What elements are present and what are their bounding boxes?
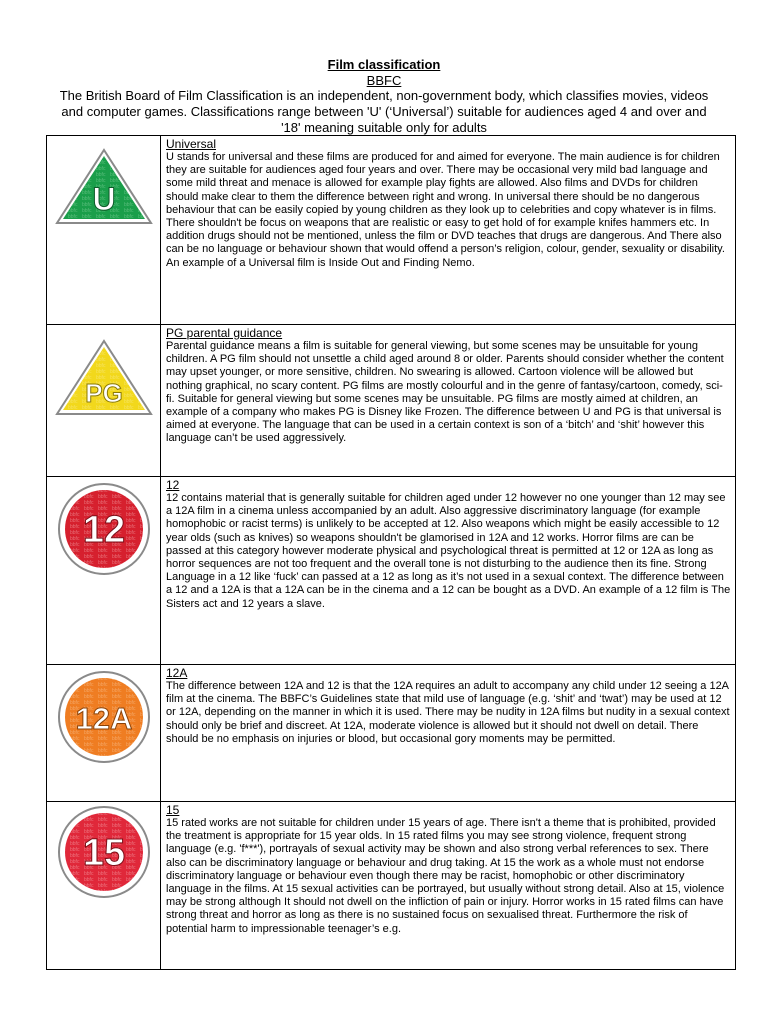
15-rating-badge-icon <box>56 804 152 900</box>
rating-description: The difference between 12A and 12 is that the 12A requires an adult to accompany any child under 12 seeing a 12A film at the cinema. The BBFC’s Guidelines state that mild use of language (e.g. ‘shit’ and ‘twat’) may be used at 12 or 12A, depending on the manner in which it is used. There may be nudity in 12A films but nudity in a sexual context should only be brief and discreet. At 12A, moderate violence is allowed but it should not dwell on detail. There should be no emphasis on injuries or blood, but occasional gory moments may be permitted. <box>166 680 730 745</box>
svg-text:12A: 12A <box>75 701 132 736</box>
rating-logo-cell <box>47 477 161 665</box>
rating-text-cell <box>161 325 736 477</box>
rating-heading: 12A <box>166 666 188 680</box>
pg-rating-badge-icon <box>54 338 154 418</box>
rating-logo-cell <box>47 325 161 477</box>
rating-heading: PG parental guidance <box>166 326 283 340</box>
rating-row-12a <box>47 665 736 802</box>
rating-description: U stands for universal and these films are produced for and aimed for everyone. The main audience is for children they are suitable for audiences aged four years and over. There may be occasional very mild bad language and some mild threat and menace is allowed for example play fights are allowed. Also films and DVDs for children should make clear to them the difference between right and wrong. In universal there should be no dangerous behaviour that can be easily copied by young children as they look up to celebrities and copy whatever is in films. There shouldn't be focus on weapons that are realistic or easy to get hold of for example knifes hammers etc. In addition drugs should not be mentioned, unless the film or DVD teaches that drugs are dangerous. And There also can be no language or behaviour shown that would offend a person’s religion, colour, gender, sexuality or disability. An example of a Universal film is Inside Out and Finding Nemo. <box>166 151 725 269</box>
rating-description: 12 contains material that is generally suitable for children aged under 12 however no one younger than 12 may see a 12A film in a cinema unless accompanied by an adult. Also aggressive discriminatory language (for example homophobic or racist terms) is unlikely to be accepted at 12. Also weapons which might be easily accessible to 12 year olds (such as knives) so weapons shouldn't be glamorised in 12A and 12 works. Horror films are can be passed at this category however moderate physical and psychological threat is permitted at 12 or 12A as long as horror sequences are not too frequent and the overall tone is not disturbing to the audience then its fine. Strong Language in a 12 like ‘fuck’ can passed at a 12 as long as it’s not used in a sexual context. The difference between a 12 and a 12A is that a 12A can be in the cinema and a 12 can be bought as a DVD. An example of a 12 film is The Sisters act and 12 years a slave. <box>166 492 731 610</box>
rating-row-pg <box>47 325 736 477</box>
rating-heading: 12 <box>166 478 180 492</box>
rating-row-u <box>47 136 736 325</box>
svg-text:U: U <box>91 181 116 217</box>
rating-logo-cell <box>47 802 161 970</box>
rating-text-cell <box>161 477 736 665</box>
rating-row-12 <box>47 477 736 665</box>
svg-text:PG: PG <box>84 378 123 408</box>
rating-description: 15 rated works are not suitable for children under 15 years of age. There isn't a theme that is prohibited, provided the treatment is appropriate for 15 year olds. In 15 rated films you may see strong violence, frequent strong language (e.g. 'f***'), portrayals of sexual activity may be shown and also strong verbal references to sex. There also can be discriminatory language or behaviour and drug taking. At 15 the work as a whole must not endorse discriminatory language or behaviour even though there may be racist, homophobic or other discriminatory language in the films. At 15 sexual activities can be portrayed, but usually without strong detail. Also at 15, violence may be strong although It should not dwell on the infliction of pain or injury. Horror works in 15 rated films can have strong threat and horror as long as there is no sustained focus on sexualised threat. Furthermore the risk of potential harm to impressionable teenager’s e.g. <box>166 817 725 935</box>
u-rating-badge-icon <box>54 147 154 227</box>
rating-logo-cell <box>47 136 161 325</box>
rating-text-cell <box>161 665 736 802</box>
intro-paragraph: The British Board of Film Classification is an independent, non-government body, which classifies movies, videos and computer games. Classifications range between 'U' (‘Universal’) suitable for audiences aged 4 and over and '18' meaning suitable only for adults <box>59 88 709 135</box>
12-rating-badge-icon <box>56 481 152 577</box>
ratings-table <box>46 135 736 970</box>
rating-heading: Universal <box>166 137 217 151</box>
rating-text-cell <box>161 802 736 970</box>
rating-heading: 15 <box>166 803 180 817</box>
svg-text:12: 12 <box>82 509 125 551</box>
document-title: Film classification <box>327 57 441 72</box>
rating-logo-cell <box>47 665 161 802</box>
document-subtitle: BBFC <box>366 73 402 88</box>
12a-rating-badge-icon <box>56 669 152 765</box>
rating-description: Parental guidance means a film is suitable for general viewing, but some scenes may be unsuitable for young children. A PG film should not unsettle a child aged around 8 or older. Parents should consider whether the content may upset younger, or more sensitive, children. No swearing is allowed. Cartoon violence will be allowed but nothing graphical, no scary content. PG films are mostly colourful and in the genre of fantasy/cartoon, comedy, sci-fi. Suitable for general viewing but some scenes may be unsuitable. PG films are mostly aimed at children, an example of a company who makes PG is Disney like Frozen. The difference between U and PG is that universal is aimed at everyone. The language that can be used in a certain context is son of a ‘bitch’ and ‘shit’ however this language can’t be used aggressively. <box>166 340 724 445</box>
svg-text:15: 15 <box>82 832 125 874</box>
rating-text-cell <box>161 136 736 325</box>
rating-row-15 <box>47 802 736 970</box>
